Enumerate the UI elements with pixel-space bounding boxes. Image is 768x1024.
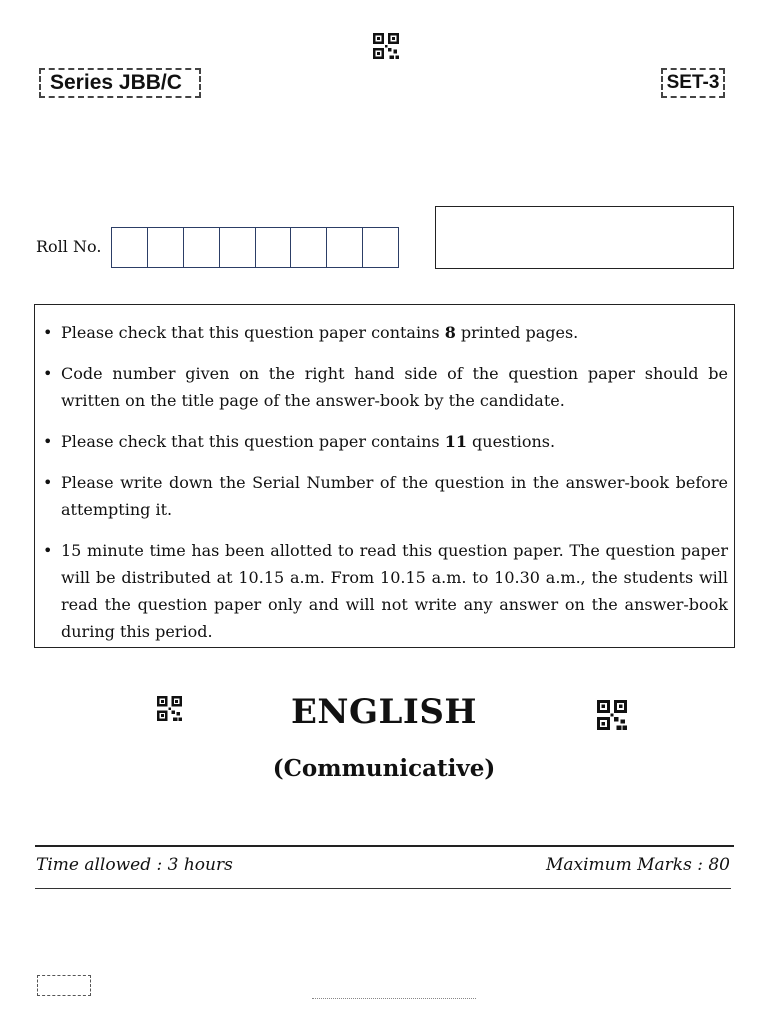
bullet-icon: • (43, 541, 53, 560)
bullet-icon: • (43, 323, 53, 342)
roll-number-label: Roll No. (36, 237, 102, 256)
instruction-item: • Please write down the Serial Number of the question in the answer-book before attempting it. (41, 469, 728, 523)
code-number-box (435, 206, 734, 269)
instruction-item: • Please check that this question paper contains 8 printed pages. (41, 319, 728, 346)
roll-number-cell (184, 228, 220, 267)
instructions-box (34, 304, 735, 648)
subject-title: ENGLISH (290, 692, 478, 732)
instructions-list (41, 319, 728, 645)
bullet-icon: • (43, 364, 53, 383)
footer-strip (312, 998, 476, 1002)
divider-bottom (35, 888, 731, 889)
bullet-icon: • (43, 473, 53, 492)
instruction-item: • 15 minute time has been allotted to read this question paper. The question paper will be distributed at 10.15 a.m. From 10.15 a.m. to 10.30 a.m., the students will read the question paper only and will not write any answer on the answer-book during this period. (41, 537, 728, 645)
instruction-item: • Code number given on the right hand side of the question paper should be written on the title page of the answer-book by the candidate. (41, 360, 728, 414)
roll-number-cell (256, 228, 292, 267)
roll-number-cell (327, 228, 363, 267)
series-label: Series JBB/C (39, 68, 201, 98)
subject-subtitle: (Communicative) (272, 755, 496, 782)
roll-number-cell (291, 228, 327, 267)
roll-number-cell (148, 228, 184, 267)
roll-number-cell (112, 228, 148, 267)
bullet-icon: • (43, 432, 53, 451)
instruction-item: • Please check that this question paper contains 11 questions. (41, 428, 728, 455)
roll-number-boxes (111, 227, 399, 268)
divider-top (35, 845, 734, 847)
time-allowed: Time allowed : 3 hours (36, 855, 233, 875)
footer-code-box (37, 975, 91, 996)
maximum-marks: Maximum Marks : 80 (545, 855, 730, 875)
top-qr-code-icon (373, 33, 399, 59)
roll-number-cell (363, 228, 398, 267)
roll-number-cell (220, 228, 256, 267)
set-label: SET-3 (661, 68, 725, 98)
